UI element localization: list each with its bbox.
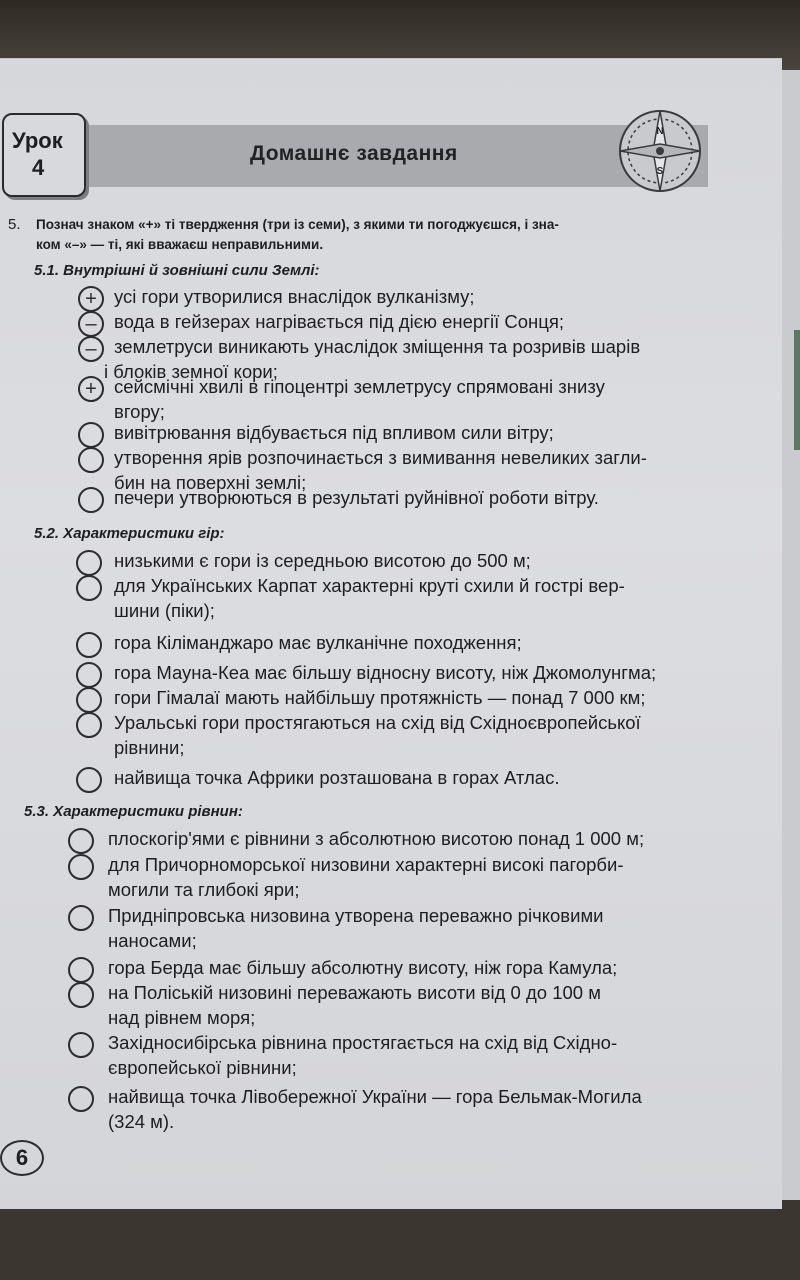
answer-circle[interactable] [76,712,102,738]
answer-circle[interactable] [76,687,102,713]
answer-circle[interactable] [68,828,94,854]
statement-text: і блоків земної кори; [104,361,278,382]
statement-text: шини (піки); [114,600,215,621]
statement-text: над рівнем моря; [108,1007,256,1028]
answer-circle[interactable] [76,550,102,576]
answer-circle[interactable] [76,767,102,793]
statement-text: для Причорноморської низовини характерні високі пагорби- [108,854,624,875]
facing-page-green-strip [794,330,800,450]
section-title: 5.1. Внутрішні й зовнішні сили Землі: [34,262,320,279]
statement-text: печери утворюються в результаті руйнівної роботи вітру. [114,487,599,508]
statement-text: Уральські гори простягаються на схід від Східноєвропейської [114,712,641,733]
statement-text: Придніпровська низовина утворена переважно річковими [108,905,604,926]
statement-text: (324 м). [108,1111,175,1132]
answer-circle[interactable] [68,957,94,983]
statement-text: європейської рівнини; [108,1057,297,1078]
answer-circle[interactable] [78,447,104,473]
statement-text: землетруси виникають унаслідок зміщення та розривів шарів [114,336,641,357]
answer-circle[interactable] [68,1086,94,1112]
task-instruction-line-1: Познач знаком «+» ті твердження (три із семи), з якими ти погоджуєшся, і зна- [36,217,559,232]
statement-text: вгору; [114,401,165,422]
statement-text: бин на поверхні землі; [114,472,307,493]
statement-text: Західносибірська рівнина простягається на схід від Східно- [108,1032,618,1053]
answer-circle[interactable] [68,854,94,880]
statement-text: найвища точка Африки розташована в горах Атлас. [114,767,560,788]
answer-circle[interactable] [68,905,94,931]
answer-circle[interactable]: + [78,376,104,402]
page-number: 6 [0,1140,44,1176]
compass-letter-s: S [656,166,664,177]
answer-circle[interactable] [76,632,102,658]
statement-text: гора Кіліманджаро має вулканічне походження; [114,632,522,653]
statement-text: гора Мауна-Кеа має більшу відносну висоту, ніж Джомолунгма; [114,662,657,683]
statement-text: низькими є гори із середньою висотою до 500 м; [114,550,531,571]
statement-text: на Поліській низовині переважають висоти від 0 до 100 м [108,982,601,1003]
statement-text: найвища точка Лівобережної України — гора Бельмак-Могила [108,1086,642,1107]
task-instruction-line-2: ком «–» — ті, які вважаєш неправильними. [36,237,324,252]
compass-icon [615,106,705,196]
statement-text: рівнини; [114,737,185,758]
statement-text: для Українських Карпат характерні круті схили й гострі вер- [114,575,625,596]
statement-text: усі гори утворилися внаслідок вулканізму; [114,286,475,307]
task-number: 5. [8,216,21,233]
answer-circle[interactable] [76,575,102,601]
statement-text: плоскогір'ями є рівнини з абсолютною висотою понад 1 000 м; [108,828,645,849]
answer-circle[interactable] [76,662,102,688]
statement-text: вивітрювання відбувається під впливом сили вітру; [114,422,554,443]
statement-text: утворення ярів розпочинається з вимивання невеликих загли- [114,447,647,468]
answer-circle[interactable]: – [78,311,104,337]
lesson-number: 4 [32,155,45,180]
answer-circle[interactable] [78,487,104,513]
statement-text: гора Берда має більшу абсолютну висоту, ніж гора Камула; [108,957,618,978]
statement-text: гори Гімалаї мають найбільшу протяжність — понад 7 000 км; [114,687,646,708]
answer-circle[interactable]: – [78,336,104,362]
statement-text: вода в гейзерах нагрівається під дією енергії Сонця; [114,311,564,332]
answer-circle[interactable]: + [78,286,104,312]
statement-text: сейсмічні хвилі в гіпоцентрі землетрусу спрямовані знизу [114,376,605,397]
compass-letter-n: N [656,126,664,137]
section-title: 5.2. Характеристики гір: [34,525,225,542]
page-title: Домашнє завдання [250,142,458,165]
statement-text: наносами; [108,930,197,951]
answer-circle[interactable] [68,982,94,1008]
answer-circle[interactable] [68,1032,94,1058]
statement-text: могили та глибокі яри; [108,879,300,900]
answer-circle[interactable] [78,422,104,448]
section-title: 5.3. Характеристики рівнин: [24,803,243,820]
lesson-word: Урок [12,128,63,153]
